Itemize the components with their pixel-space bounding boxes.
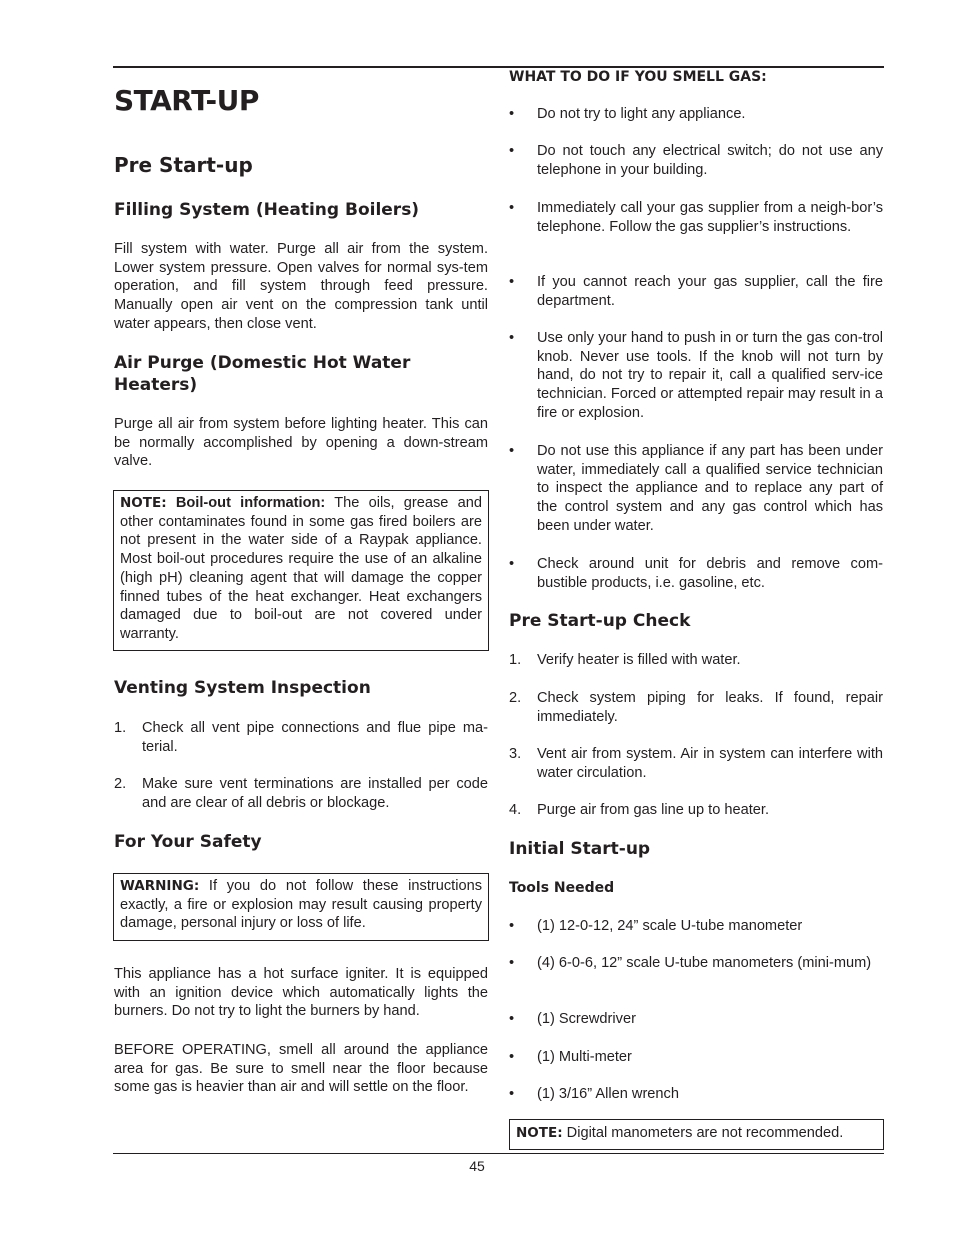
list-number: 2.	[509, 690, 522, 706]
top-rule	[113, 66, 884, 68]
list-item-text: If you cannot reach your gas supplier, call the fire department.	[537, 274, 883, 309]
page-title: START-UP	[114, 84, 259, 117]
air-purge-text: Purge all air from system before lighting heater. This can be normally accomplished by opening a down-stream valve.	[114, 416, 488, 470]
list-number: 1.	[509, 652, 522, 668]
warning-box	[113, 873, 489, 941]
list-item-text: Verify heater is filled with water.	[537, 652, 741, 668]
list-number: 4.	[509, 802, 522, 818]
bullet: •	[509, 443, 515, 459]
filling-system-text: Fill system with water. Purge all air from the system. Lower system pressure. Open valves for normal sys-tem operation, and fill system through feed pressure. Manually open air vent on the compression tank until water appears, then close vent.	[114, 241, 488, 332]
list-item-text: Immediately call your gas supplier from a neigh-bor’s telephone. Follow the gas supplier’s instructions.	[537, 200, 883, 235]
list-item-text: Check all vent pipe connections and flue pipe ma-terial.	[142, 720, 488, 755]
list-item-text: Make sure vent terminations are installed per code and are clear of all debris or blockage.	[142, 776, 488, 811]
igniter-text: This appliance has a hot surface igniter. It is equipped with an ignition device which automatically lights the burners. Do not try to light the burners by hand.	[114, 966, 488, 1020]
list-item-text: (1) 3/16” Allen wrench	[537, 1086, 679, 1102]
bullet: •	[509, 330, 515, 346]
list-item-text: (1) Screwdriver	[537, 1011, 636, 1027]
venting-inspection-heading: Venting System Inspection	[114, 678, 371, 698]
list-item-text: (4) 6-0-6, 12” scale U-tube manometers (mini-mum)	[537, 955, 872, 971]
pre-startup-heading: Pre Start-up	[114, 153, 253, 177]
for-your-safety-heading: For Your Safety	[114, 832, 262, 852]
list-item-text: Check around unit for debris and remove com-bustible products, i.e. gasoline, etc.	[537, 556, 883, 591]
bullet: •	[509, 918, 515, 934]
warning-text: If you do not follow these instructions exactly, a fire or explosion may result causing property damage, personal injury or loss of life.	[120, 878, 482, 932]
bullet: •	[509, 556, 515, 572]
before-operating-text: BEFORE OPERATING, smell all around the appliance area for gas. Be sure to smell near the floor because some gas is heavier than air and will settle on the floor.	[114, 1042, 488, 1096]
air-purge-heading: Air Purge (Domestic Hot Water Heaters)	[114, 353, 411, 395]
bottom-rule	[113, 1153, 884, 1154]
note-label: NOTE:	[516, 1125, 563, 1141]
pre-startup-check-heading: Pre Start-up Check	[509, 611, 691, 631]
tools-needed-heading: Tools Needed	[509, 880, 615, 896]
list-item-text: (1) Multi-meter	[537, 1049, 632, 1065]
digital-manometer-note-box	[509, 1119, 884, 1150]
boil-out-note-box	[113, 490, 489, 651]
note-label: NOTE:	[120, 495, 167, 511]
list-item-text: Do not use this appliance if any part has been under water, immediately call a qualified service technician to inspect the appliance and to replace any part of the control system and any gas control which has been under water.	[537, 443, 883, 534]
warning-label: WARNING:	[120, 878, 200, 894]
smell-gas-heading: WHAT TO DO IF YOU SMELL GAS:	[509, 69, 767, 85]
bullet: •	[509, 955, 515, 971]
list-item-text: Do not try to light any appliance.	[537, 106, 746, 122]
list-item-text: Use only your hand to push in or turn the gas con-trol knob. Never use tools. If the knob will not turn by hand, do not try to repair it, call a qualified serv-ice technician. Forced or attempted repair may result in a fire or explosion.	[537, 330, 883, 421]
bullet: •	[509, 1049, 515, 1065]
page-number: 45	[469, 1158, 485, 1174]
filling-system-heading: Filling System (Heating Boilers)	[114, 200, 420, 220]
list-number: 3.	[509, 746, 522, 762]
bullet: •	[509, 274, 515, 290]
bullet: •	[509, 106, 515, 122]
list-item-text: Vent air from system. Air in system can interfere with water circulation.	[537, 746, 883, 781]
list-item-text: Check system piping for leaks. If found, repair immediately.	[537, 690, 883, 725]
bullet: •	[509, 200, 515, 216]
list-item-text: Purge air from gas line up to heater.	[537, 802, 770, 818]
list-item-text: Do not touch any electrical switch; do not use any telephone in your building.	[537, 143, 883, 178]
boil-out-subtitle: Boil-out information:	[175, 495, 326, 511]
digital-manometer-note-text: Digital manometers are not recommended.	[566, 1125, 844, 1141]
bullet: •	[509, 1086, 515, 1102]
initial-startup-heading: Initial Start-up	[509, 839, 651, 859]
bullet: •	[509, 1011, 515, 1027]
list-item-text: (1) 12-0-12, 24” scale U-tube manometer	[537, 918, 803, 934]
bullet: •	[509, 143, 515, 159]
boil-out-text: The oils, grease and other contaminates found in some gas fired boilers are not present in the water side of a Raypak appliance. Most boil-out procedures require the use of an alkaline (high pH) cleaning agent that will damage the copper finned tubes of the heat exchanger. Heat exchangers damaged due to boil-out are not covered under warranty.	[120, 495, 482, 642]
list-number: 1.	[114, 720, 127, 736]
list-number: 2.	[114, 776, 127, 792]
